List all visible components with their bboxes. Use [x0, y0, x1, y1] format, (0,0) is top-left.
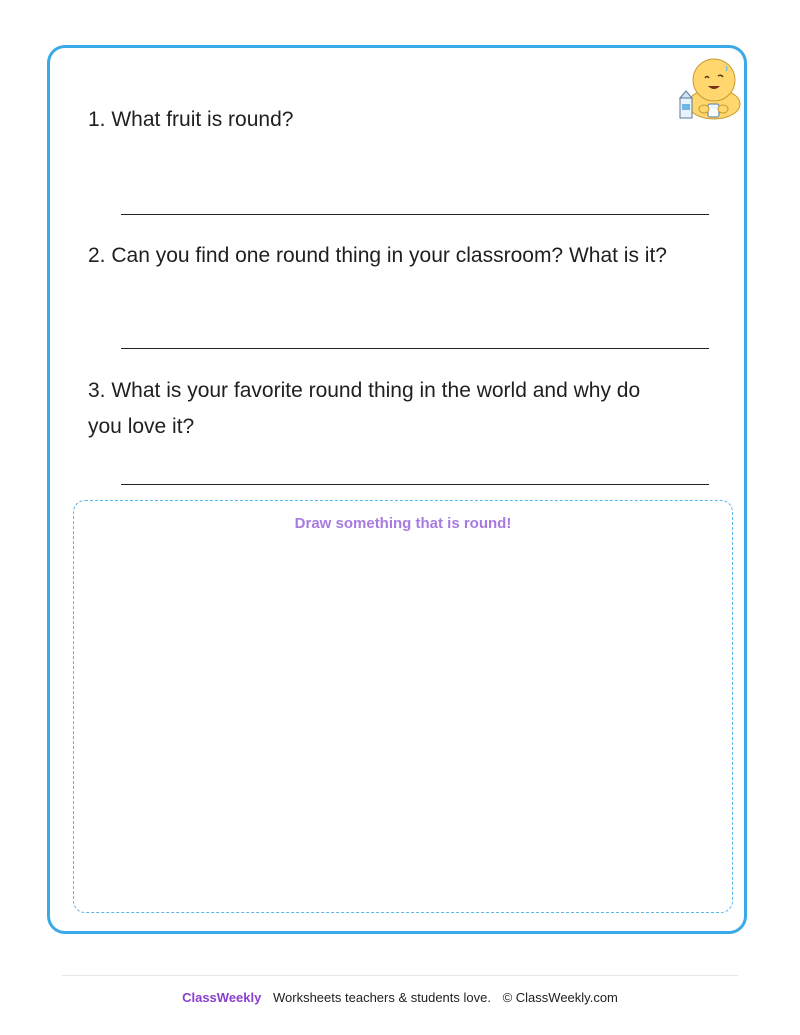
answer-line-3[interactable]	[121, 484, 709, 485]
question-2: 2. Can you find one round thing in your classroom? What is it?	[88, 244, 667, 267]
footer-copyright: © ClassWeekly.com	[502, 990, 618, 1005]
footer	[0, 990, 800, 1005]
worksheet-card	[47, 45, 747, 934]
answer-line-1[interactable]	[121, 214, 709, 215]
footer-divider	[62, 975, 738, 976]
mascot-with-milk-icon	[678, 54, 744, 122]
answer-line-2[interactable]	[121, 348, 709, 349]
drawing-area[interactable]	[73, 500, 733, 913]
footer-brand: ClassWeekly	[182, 990, 262, 1005]
drawing-prompt: Draw something that is round!	[294, 515, 512, 532]
question-3: 3. What is your favorite round thing in the world and why do you love it?	[88, 379, 641, 438]
footer-tagline: Worksheets teachers & students love.	[272, 990, 491, 1005]
question-1: 1. What fruit is round?	[88, 108, 294, 131]
